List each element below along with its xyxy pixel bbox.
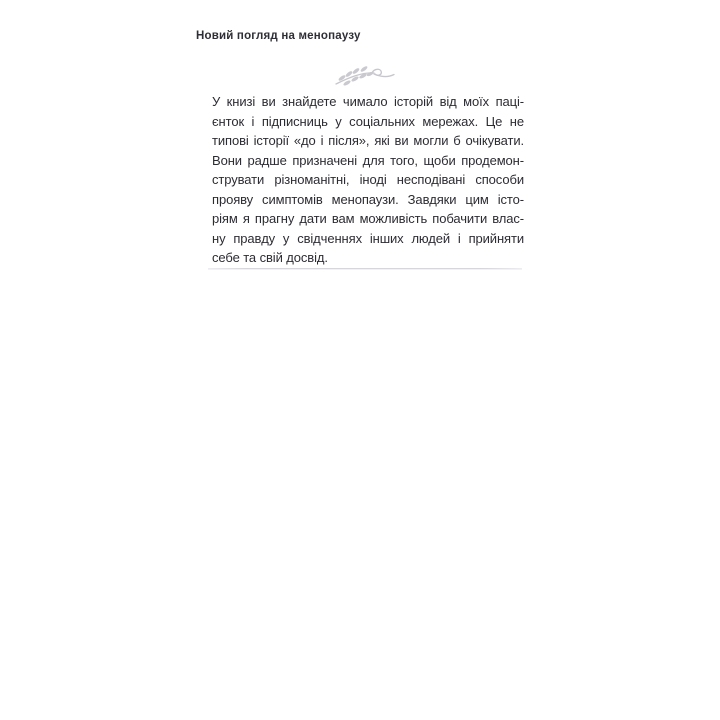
paragraph-line: Вони радше призначені для того, щоби продемон- bbox=[212, 152, 524, 168]
paragraph-line: ріям я прагну дати вам можливість побачити влас- bbox=[212, 211, 524, 226]
branch-ornament-icon bbox=[334, 61, 396, 89]
paragraph-line: струвати різноманітні, іноді несподівані способи bbox=[212, 172, 524, 187]
running-header: Новий погляд на менопаузу bbox=[196, 30, 361, 42]
paragraph-line: єнток і підписниць у соціальних мережах. Це не bbox=[212, 113, 524, 129]
paragraph-line: прояву симптомів менопаузи. Завдяки цим істо- bbox=[212, 191, 524, 207]
paragraph-line: типові історії «до і після», які ви могли б очікувати. bbox=[212, 133, 524, 148]
paragraph-line: ну правду у свідченнях інших людей і прийняти bbox=[212, 230, 524, 246]
paragraph bbox=[212, 92, 524, 268]
section-divider bbox=[208, 268, 522, 269]
paragraph-line: себе та свій досвід. bbox=[212, 250, 328, 265]
paragraph-line: У книзі ви знайдете чимало історій від моїх паці- bbox=[212, 94, 524, 109]
